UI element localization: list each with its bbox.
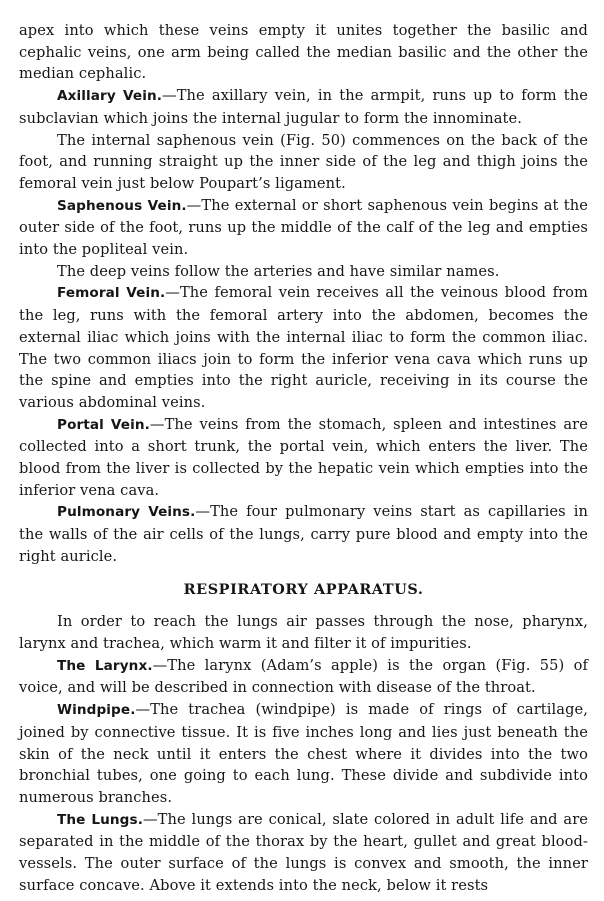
- paragraph-text: —The trachea (windpipe) is made of rings of cartilage, joined by connective tissue. It is five inches long and lies just beneath the skin of the neck until it enters the chest where it divides into the two bronchial tubes, one going to each lung. These divide and subdivide into numerous branches.: [19, 701, 588, 806]
- paragraph-text: —The axillary vein, in the armpit, runs up to form the subclavian which joins the internal jugular to form the innominate.: [19, 87, 588, 127]
- paragraph-text: The internal saphenous vein (Fig. 50) commences on the back of the foot, and running straight up the inner side of the leg and thigh joins the femoral vein just below Poupart’s ligament.: [19, 131, 588, 192]
- paragraph-heading: Pulmonary Veins.: [57, 504, 196, 521]
- paragraph: [19, 195, 588, 261]
- paragraph-heading: The Larynx.: [57, 657, 153, 674]
- paragraph: [19, 699, 588, 809]
- paragraph: [19, 809, 588, 897]
- section-title: RESPIRATORY APPARATUS.: [183, 580, 424, 598]
- paragraph-heading: Axillary Vein.: [57, 88, 163, 105]
- paragraph: [19, 130, 588, 195]
- paragraph: [19, 20, 588, 85]
- paragraph-text: —The lungs are conical, slate colored in adult life and are separated in the middle of the thorax by the heart, gullet and great blood-vessels. The outer surface of the lungs is convex and smooth, the inner surface concave. Above it extends into the neck, below it rests: [19, 810, 589, 894]
- paragraph-text: —The larynx (Adam’s apple) is the organ (Fig. 55) of voice, and will be described in connection with disease of the throat.: [19, 656, 588, 697]
- paragraph-text: —The four pulmonary veins start as capillaries in the walls of the air cells of the lungs, carry pure blood and empty into the right auricle.: [19, 503, 588, 565]
- paragraph: [19, 282, 588, 413]
- paragraph-text: In order to reach the lungs air passes through the nose, pharynx, larynx and trachea, which warm it and filter it of impurities.: [19, 613, 588, 652]
- paragraph-text: —The veins from the stomach, spleen and intestines are collected into a short trunk, the portal vein, which enters the liver. The blood from the liver is collected by the hepatic vein which empties into the inferior vena cava.: [19, 415, 588, 499]
- paragraph: [19, 414, 588, 502]
- top-paragraphs: [19, 20, 588, 568]
- paragraph-text: —The external or short saphenous vein begins at the outer side of the foot, runs up the middle of the calf of the leg and empties into the popliteal vein.: [19, 196, 588, 259]
- paragraph-text: apex into which these veins empty it unites together the basilic and cephalic veins, one arm being called the median basilic and the other the median cephalic.: [19, 22, 588, 83]
- paragraph: [19, 655, 588, 699]
- paragraph-heading: Femoral Vein.: [57, 285, 166, 302]
- paragraph-heading: Saphenous Vein.: [57, 197, 187, 214]
- bottom-paragraphs: [19, 611, 588, 896]
- paragraph-text: The deep veins follow the arteries and have similar names.: [57, 262, 500, 280]
- paragraph-text: —The femoral vein receives all the veinous blood from the leg, runs with the femoral artery into the abdomen, becomes the external iliac which joins with the internal iliac to form the common iliac. The two common iliacs join to form the inferior vena cava which runs up the spine and empties into the right auricle, receiving in its course the various abdominal veins.: [19, 284, 588, 411]
- paragraph: [19, 611, 588, 654]
- paragraph-heading: Windpipe.: [57, 702, 136, 719]
- paragraph: [19, 85, 588, 129]
- paragraph: [19, 501, 588, 567]
- paragraph: [19, 261, 588, 283]
- paragraph-heading: The Lungs.: [57, 811, 143, 828]
- paragraph-heading: Portal Vein.: [57, 416, 150, 433]
